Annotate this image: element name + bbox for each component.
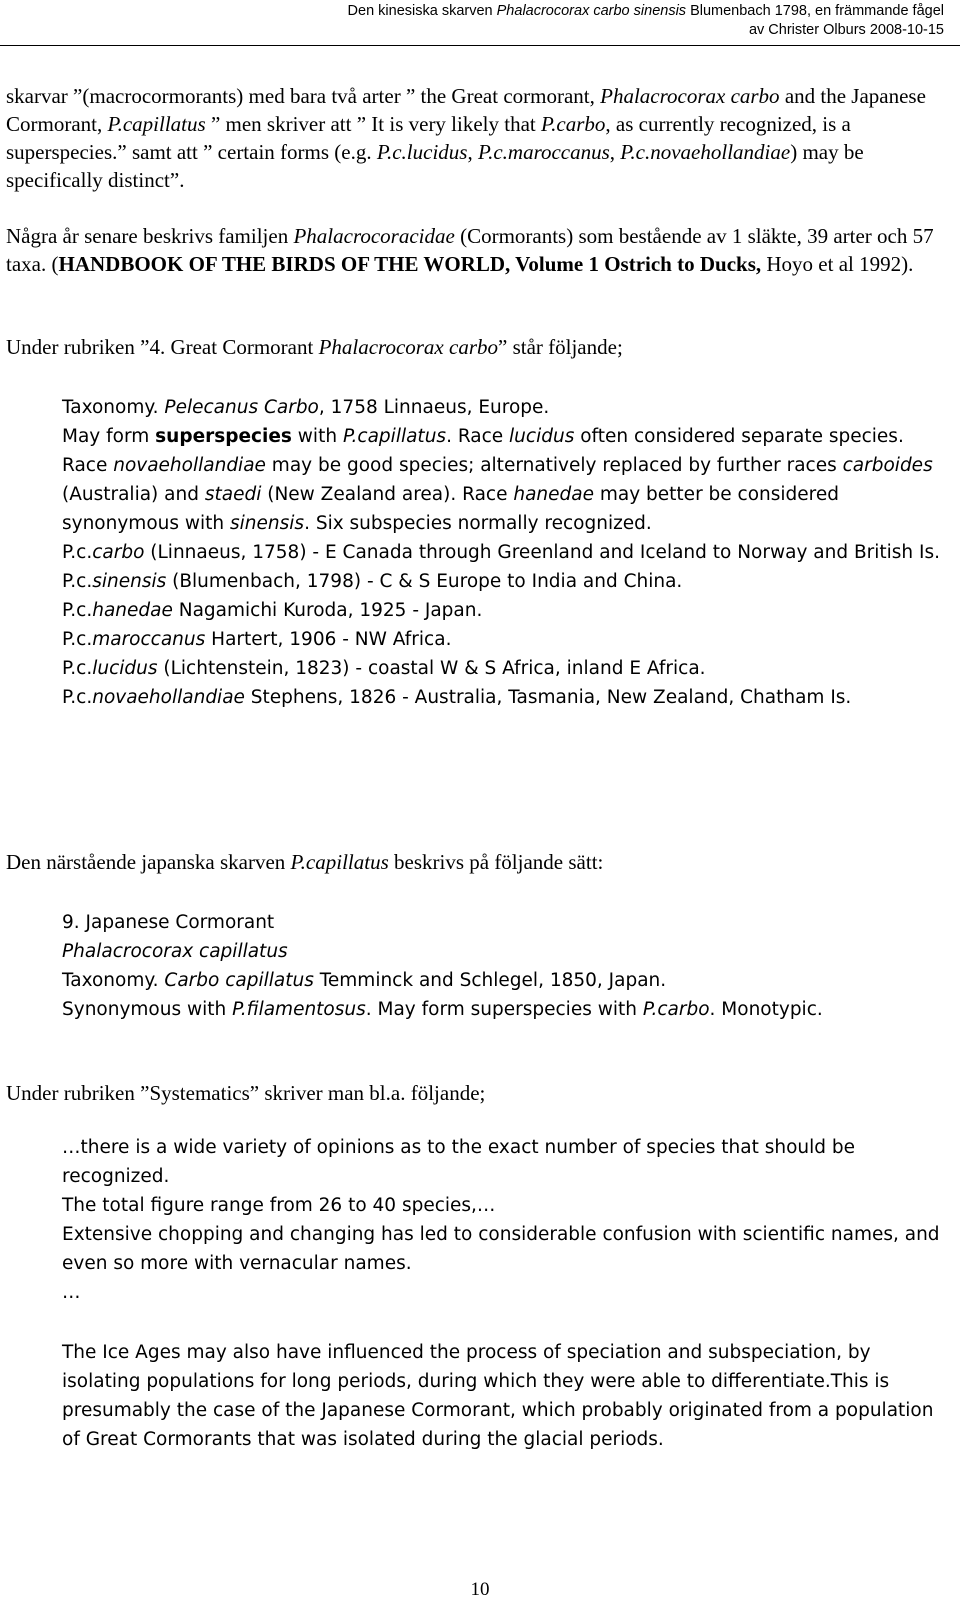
quote-japanese-cormorant <box>62 908 942 1024</box>
subspecies-line: P.c.carbo (Linnaeus, 1758) - E Canada through Greenland and Iceland to Norway and British Is. <box>62 542 941 563</box>
quote-great-cormorant-taxonomy <box>62 393 942 712</box>
subspecies-line: P.c.novaehollandiae Stephens, 1826 - Australia, Tasmania, New Zealand, Chatham Is. <box>62 687 852 708</box>
header-line-1: Den kinesiska skarven Phalacrocorax carbo sinensis Blumenbach 1798, en främmande fågel <box>347 3 944 19</box>
quote-line: …there is a wide variety of opinions as to the exact number of species that should be recognized. <box>62 1137 856 1187</box>
quote-line: … <box>62 1282 81 1303</box>
quote-line: Taxonomy. Carbo capillatus Temminck and Schlegel, 1850, Japan. <box>62 970 667 991</box>
quote-line: Synonymous with P.filamentosus. May form superspecies with P.carbo. Monotypic. <box>62 999 823 1020</box>
paragraph-family-description: Några år senare beskrivs familjen Phalacrocoracidae (Cormorants) som bestående av 1 släkte, 39 arter och 57 taxa. (HANDBOOK OF THE BIRDS OF THE WORLD, Volume 1 Ostrich to Ducks, Hoyo et al 1992). <box>6 224 934 276</box>
paragraph-japanese-cormorant-intro: Den närstående japanska skarven P.capillatus beskrivs på följande sätt: <box>6 850 604 874</box>
quote-line: The total figure range from 26 to 40 species,… <box>62 1195 496 1216</box>
subspecies-line: P.c.maroccanus Hartert, 1906 - NW Africa. <box>62 629 452 650</box>
subspecies-line: P.c.sinensis (Blumenbach, 1798) - C & S Europe to India and China. <box>62 571 683 592</box>
subspecies-line: P.c.hanedae Nagamichi Kuroda, 1925 - Japan. <box>62 600 483 621</box>
header-rule <box>0 45 960 46</box>
header-line-2: av Christer Olburs 2008-10-15 <box>748 22 944 38</box>
quote-line: 9. Japanese Cormorant <box>62 912 275 933</box>
quote-ice-ages: The Ice Ages may also have influenced the process of speciation and subspeciation, by isolating populations for long periods, during which they were able to differentiate.This is presumably the case of the Japanese Cormorant, which probably originated from a population of Great Cormorants that was isolated during the glacial periods. <box>62 1342 934 1450</box>
page-number: 10 <box>470 1579 490 1600</box>
quote-systematics <box>62 1133 942 1307</box>
quote-line: Taxonomy. Pelecanus Carbo, 1758 Linnaeus, Europe. <box>62 397 550 418</box>
running-header <box>348 2 944 40</box>
paragraph-macrocormorants: skarvar ”(macrocormorants) med bara två arter ” the Great cormorant, Phalacrocorax carbo and the Japanese Cormorant, P.capillatus ” men skriver att ” It is very likely that P.carbo, as currently recognized, is a superspecies.” samt att ” certain forms (e.g. P.c.lucidus, P.c.maroccanus, P.c.novaehollandiae) may be specifically distinct”. <box>6 84 926 192</box>
paragraph-systematics-intro: Under rubriken ”Systematics” skriver man bl.a. följande; <box>6 1081 486 1105</box>
quote-line: Extensive chopping and changing has led to considerable confusion with scientific names, and even so more with vernacular names. <box>62 1224 940 1274</box>
quote-line: May form superspecies with P.capillatus. Race lucidus often considered separate species. Race novaehollandiae may be good species; alternatively replaced by further races carboides (Australia) and staedi (New Zealand area). Race hanedae may better be considered synonymous with sinensis. Six subspecies normally recognized. <box>62 426 933 534</box>
quote-line: Phalacrocorax capillatus <box>62 941 288 962</box>
subspecies-line: P.c.lucidus (Lichtenstein, 1823) - coastal W & S Africa, inland E Africa. <box>62 658 706 679</box>
paragraph-great-cormorant-heading: Under rubriken ”4. Great Cormorant Phalacrocorax carbo” står följande; <box>6 335 623 359</box>
